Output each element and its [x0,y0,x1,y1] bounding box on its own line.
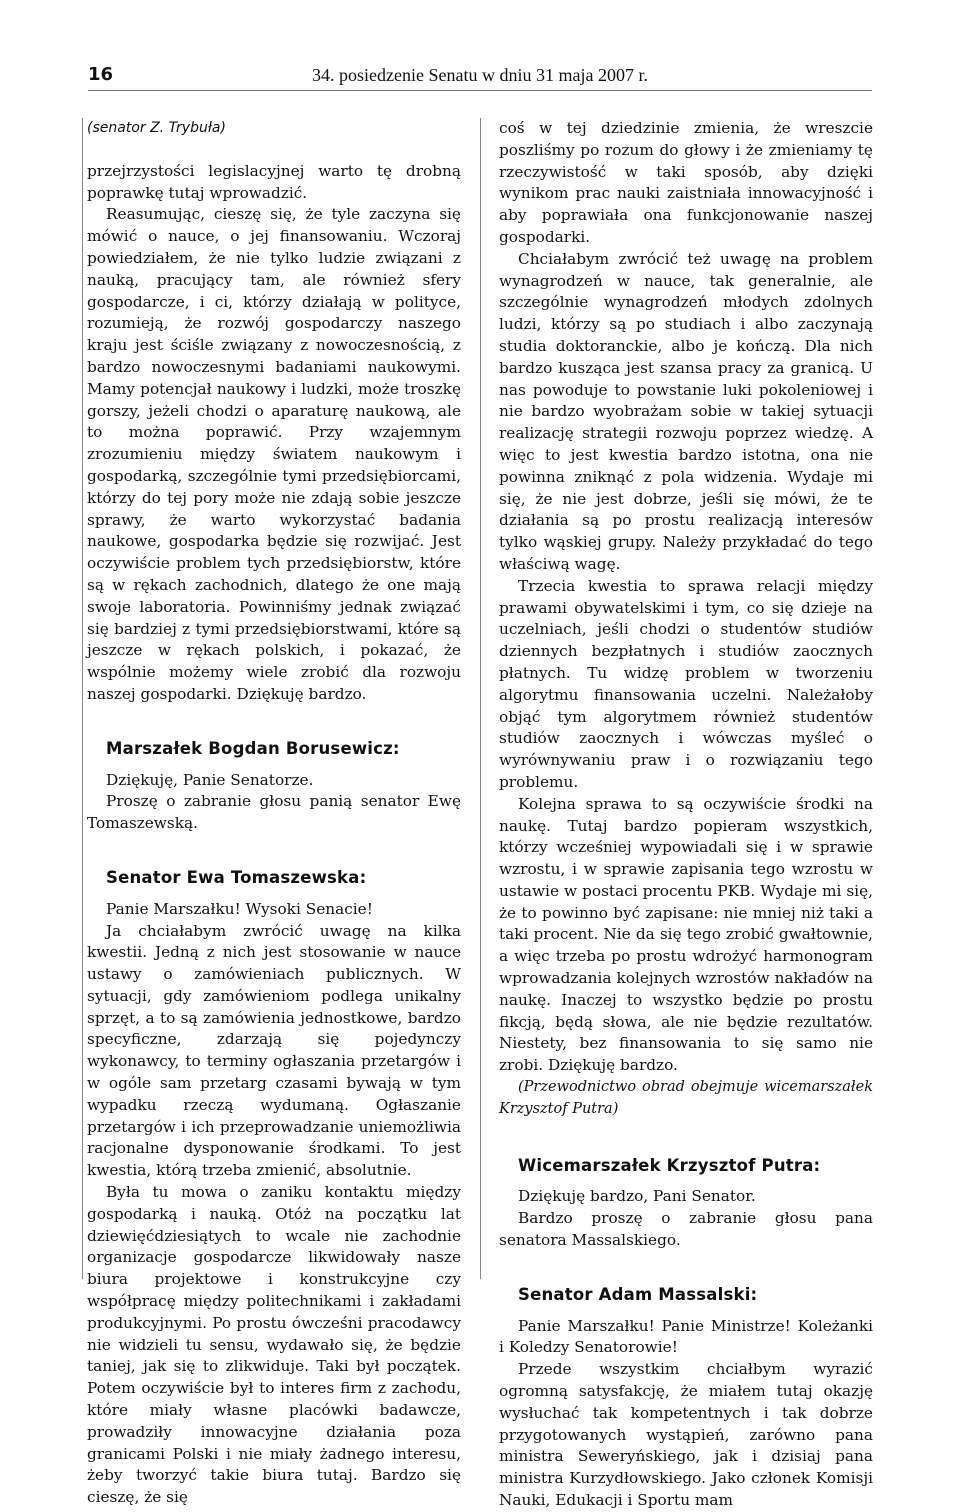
paragraph: Proszę o zabranie głosu panią senator Ewę Tomaszewską. [87,792,461,833]
procedural-note: (Przewodnictwo obrad obejmuje wicemarszałek Krzysztof Putra) [499,1079,873,1117]
paragraph: coś w tej dziedzinie zmienia, że wreszcie poszliśmy po rozum do głowy i że zmieniamy tę rzeczywistość w taki sposób, aby dzięki wynikom prac nauki zaistniała innowacyjność i aby poprawiała ona funkcjonowanie naszej gospodarki. [499,119,873,246]
paragraph: Reasumując, cieszę się, że tyle zaczyna się mówić o nauce, o jej finansowaniu. Wczoraj powiedziałem, że nie tylko ludzie związani z nauką, pracujący tam, ale również sfery gospodarcze, i ci, którzy działają w polityce, rozumieją, że rozwój gospodarczy naszego kraju jest ściśle związany z nowoczesnością, z bardzo nowoczesnymi badaniami naukowymi. Mamy potencjał naukowy i ludzki, może troszkę gorszy, jeżeli chodzi o aparaturę naukową, ale to można poprawić. Przy wzajemnym zrozumieniu między światem naukowym i gospodarką, szczególnie tymi przedsiębiorcami, którzy do tej pory może nie zdają sobie jeszcze sprawy, że warto wykorzystać badania naukowe, gospodarka będzie się rozwijać. Jest oczywiście problem tych przedsiębiorstw, które są w rękach zachodnich, dlatego że one mają swoje laboratoria. Powinniśmy jednak związać się bardziej z tymi przedsiębiorstwami, które są jeszcze w rękach polskich, i pokazać, że wspólnie możemy wiele zrobić dla rozwoju naszej gospodarki. Dziękuję bardzo. [87,205,461,703]
paragraph: Panie Marszałku! Wysoki Senacie! [106,899,373,918]
speaker-attribution: (senator Z. Trybuła) [87,120,226,136]
right-column [499,118,873,1510]
column-divider-rule [480,118,481,1279]
left-margin-rule [82,118,83,1279]
left-column [87,118,461,1507]
speaker-heading-putra: Wicemarszałek Krzysztof Putra: [518,1155,821,1175]
paragraph: Dziękuję bardzo, Pani Senator. [518,1187,756,1206]
paragraph: Była tu mowa o zaniku kontaktu między gospodarką i nauką. Otóż na początku lat dziewięćdziesiątych to wcale nie zachodnie organizacje gospodarcze likwidowały nasze biura projektowe i konstrukcyjne czy współpracę między politechnikami i zakładami produkcyjnymi. Po prostu ówcześni pracodawcy nie widzieli tu sensu, wydawało się, że będzie taniej, jak się to zlikwiduje. Taki był początek. Potem oczywiście był to interes firm z zachodu, które miały własne placówki badawcze, prowadziły innowacyjne działania poza granicami Polski i nie miały żadnego interesu, żeby tworzyć takie biura tutaj. Bardzo się cieszę, że się [87,1183,461,1507]
speaker-heading-massalski: Senator Adam Massalski: [518,1284,758,1304]
running-header [88,64,872,91]
paragraph: Trzecia kwestia to sprawa relacji między prawami obywatelskimi i tym, co się dzieje na uczelniach, jeśli chodzi o studentów studiów dziennych bezpłatnych i studiów zaocznych płatnych. Tu widzę problem w tworzeniu algorytmu finansowania uczelni. Należałoby objąć tym algorytmem również studentów studiów zaocznych i wówczas myśleć o wyrównywaniu praw i o rozwiązaniu tego problemu. [499,576,873,791]
paragraph: Kolejna sprawa to są oczywiście środki na naukę. Tutaj bardzo popieram wszystkich, którzy wcześniej wypowiadali się i w sprawie wzrostu, i w sprawie zapisania tego wzrostu w ustawie w postaci procentu PKB. Wydaje mi się, że to powinno być zapisane: nie mniej niż taki a taki procent. Nie da się tego zrobić gwałtownie, a więc trzeba po prostu wdrożyć harmonogram wprowadzania kolejnych wzrostów nakładów na naukę. Inaczej to wszystko będzie po prostu fikcją, będą słowa, ale nie będzie rezultatów. Niestety, bez finansowania to się samo nie zrobi. Dziękuję bardzo. [499,794,873,1075]
paragraph: Bardzo proszę o zabranie głosu pana senatora Massalskiego. [499,1209,873,1250]
paragraph: przejrzystości legislacyjnej warto tę drobną poprawkę tutaj wprowadzić. [87,161,461,202]
header-title: 34. posiedzenie Senatu w dniu 31 maja 2007 r. [312,65,648,85]
paragraph: Przede wszystkim chciałbym wyrazić ogromną satysfakcję, że miałem tutaj okazję wysłuchać tak kompetentnych i tak dobrze przygotowanych wystąpień, zarówno pana ministra Seweryńskiego, jak i dzisiaj pana ministra Kurzydłowskiego. Jako członek Komisji Nauki, Edukacji i Sportu mam [499,1360,873,1510]
paragraph: Chciałabym zwrócić też uwagę na problem wynagrodzeń w nauce, tak generalnie, ale szczególnie wynagrodzeń młodych zdolnych ludzi, którzy są po studiach i albo zaczynają studia doktoranckie, albo je kończą. Dla nich bardzo kusząca jest szansa pracy za granicą. U nas powoduje to powstanie luki pokoleniowej i nie bardzo wyobrażam sobie w takiej sytuacji realizację strategii rozwoju poprzez wiedzę. A więc to jest kwestia bardzo istotna, ona nie powinna zniknąć z pola widzenia. Wydaje mi się, że nie jest dobrze, jeśli się mówi, że te działania są po prostu realizacją interesów tylko wąskiej grupy. Należy przykładać do tego właściwą wagę. [499,249,873,573]
page-number: 16 [88,64,114,85]
speaker-heading-borusewicz: Marszałek Bogdan Borusewicz: [106,738,400,758]
paragraph: Panie Marszałku! Panie Ministrze! Koleżanki i Koledzy Senatorowie! [499,1316,873,1357]
speaker-heading-tomaszewska: Senator Ewa Tomaszewska: [106,867,367,887]
paragraph: Dziękuję, Panie Senatorze. [106,770,314,789]
paragraph: Ja chciałabym zwrócić uwagę na kilka kwestii. Jedną z nich jest stosowanie w nauce ustawy o zamówieniach publicznych. W sytuacji, gdy zamówieniom podlega unikalny sprzęt, a to są zamówienia jednostkowe, bardzo specyficzne, zdarzają się pojedynczy wykonawcy, to terminy ogłaszania przetargów i w ogóle sam przetarg czasami bywają w tym wypadku rzeczą wydumaną. Ogłaszanie przetargów i ich przeprowadzanie uniemożliwia racjonalne dysponowanie środkami. To jest kwestia, którą trzeba zmienić, absolutnie. [87,921,461,1180]
